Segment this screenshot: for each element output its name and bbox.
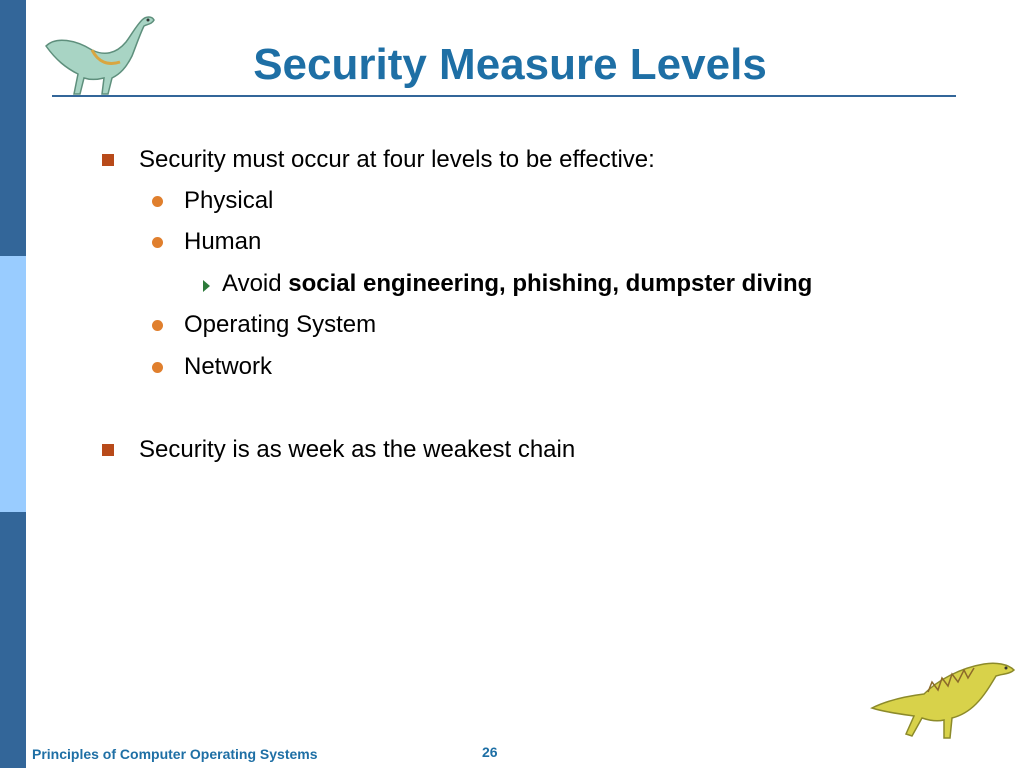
bullet-text: Security must occur at four levels to be effective: (139, 146, 655, 173)
bullet-prefix: Avoid (222, 270, 289, 297)
arrow-bullet-icon (203, 280, 210, 292)
dot-bullet-icon (152, 362, 163, 373)
footer-course-title: Principles of Computer Operating Systems (32, 746, 318, 762)
dot-bullet-icon (152, 196, 163, 207)
bullet-text: Physical (184, 187, 274, 214)
bullet-text: Operating System (184, 311, 377, 338)
page-number: 26 (482, 744, 498, 760)
slide-title: Security Measure Levels (253, 40, 767, 89)
title-divider (52, 95, 956, 97)
dinosaur-footer-icon (868, 656, 1018, 746)
sidebar-accent (0, 256, 26, 512)
bullet-emphasis: social engineering, phishing, dumpster diving (288, 270, 813, 297)
bullet-text: Security is as week as the weakest chain (139, 436, 576, 463)
dinosaur-logo-icon (36, 6, 160, 96)
square-bullet-icon (102, 154, 114, 166)
bullet-text (222, 269, 812, 299)
square-bullet-icon (102, 444, 114, 456)
bullet-text: Human (184, 228, 262, 255)
dot-bullet-icon (152, 237, 163, 248)
bullet-text: Network (184, 353, 273, 380)
dot-bullet-icon (152, 320, 163, 331)
